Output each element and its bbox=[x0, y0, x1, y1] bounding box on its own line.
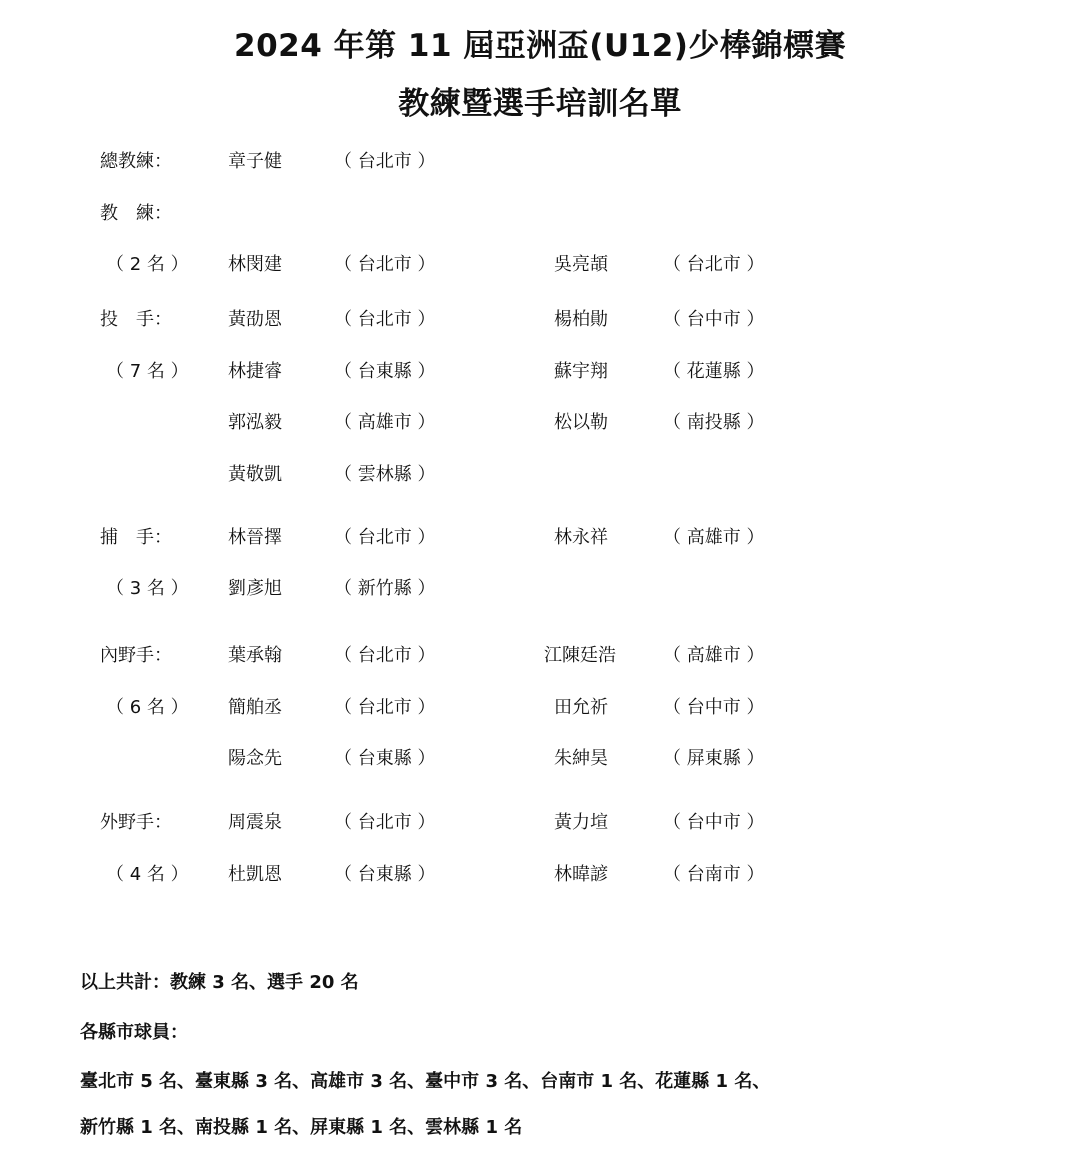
roster-name: 杜凱恩 bbox=[228, 864, 282, 885]
roster-name: 松以勒 bbox=[554, 412, 608, 433]
roster-name: 蘇宇翔 bbox=[554, 361, 608, 382]
roster-place: （ 新竹縣 ） bbox=[334, 578, 436, 599]
head-coach-name: 章子健 bbox=[228, 151, 282, 172]
roster-name: 林永祥 bbox=[554, 527, 608, 548]
outfielders-count: （ 4 名 ） bbox=[106, 864, 189, 885]
pitchers-count: （ 7 名 ） bbox=[106, 361, 189, 382]
roster-name: 林晉擇 bbox=[228, 527, 282, 548]
infielders-count: （ 6 名 ） bbox=[106, 697, 189, 718]
roster-place: （ 台北市 ） bbox=[663, 254, 765, 275]
roster-place: （ 高雄市 ） bbox=[663, 645, 765, 666]
roster-name: 簡舶丞 bbox=[228, 697, 282, 718]
roster-place: （ 台北市 ） bbox=[334, 812, 436, 833]
page-title-line1: 2024 年第 11 屆亞洲盃(U12)少棒錦標賽 bbox=[234, 28, 846, 64]
roster-place: （ 台東縣 ） bbox=[334, 864, 436, 885]
outfielders-label: 外野手： bbox=[100, 812, 172, 833]
roster-name: 周震泉 bbox=[228, 812, 282, 833]
roster-place: （ 台北市 ） bbox=[334, 645, 436, 666]
catchers-label: 捕 手： bbox=[100, 527, 172, 548]
roster-place: （ 台南市 ） bbox=[663, 864, 765, 885]
roster-name: 朱紳昊 bbox=[554, 748, 608, 769]
roster-place: （ 台北市 ） bbox=[334, 697, 436, 718]
page-title-line2: 教練暨選手培訓名單 bbox=[398, 86, 682, 122]
roster-place: （ 花蓮縣 ） bbox=[663, 361, 765, 382]
roster-name: 郭泓毅 bbox=[228, 412, 282, 433]
infielders-label: 內野手： bbox=[100, 645, 172, 666]
roster-place: （ 高雄市 ） bbox=[663, 527, 765, 548]
roster-place: （ 台東縣 ） bbox=[334, 361, 436, 382]
roster-place: （ 台東縣 ） bbox=[334, 748, 436, 769]
roster-name: 林捷睿 bbox=[228, 361, 282, 382]
catchers-count: （ 3 名 ） bbox=[106, 578, 189, 599]
roster-place: （ 台北市 ） bbox=[334, 254, 436, 275]
roster-place: （ 台北市 ） bbox=[334, 527, 436, 548]
roster-place: （ 台北市 ） bbox=[334, 309, 436, 330]
roster-place: （ 台中市 ） bbox=[663, 697, 765, 718]
pitchers-label: 投 手： bbox=[100, 309, 172, 330]
roster-name: 葉承翰 bbox=[228, 645, 282, 666]
roster-name: 黃力塇 bbox=[554, 812, 608, 833]
roster-place: （ 南投縣 ） bbox=[663, 412, 765, 433]
roster-place: （ 台中市 ） bbox=[663, 812, 765, 833]
roster-name: 林閔建 bbox=[228, 254, 282, 275]
roster-name: 黃劭恩 bbox=[228, 309, 282, 330]
roster-place: （ 台中市 ） bbox=[663, 309, 765, 330]
county-breakdown-line1: 臺北市 5 名、臺東縣 3 名、高雄市 3 名、臺中市 3 名、台南市 1 名、花蓮縣 1 名、 bbox=[80, 1071, 771, 1092]
coaches-label: 教 練： bbox=[100, 203, 172, 224]
roster-name: 江陳廷浩 bbox=[544, 645, 616, 666]
roster-place: （ 高雄市 ） bbox=[334, 412, 436, 433]
roster-name: 吳亮頡 bbox=[554, 254, 608, 275]
roster-name: 田允祈 bbox=[554, 697, 608, 718]
head-coach-place: （ 台北市 ） bbox=[334, 151, 436, 172]
coaches-count: （ 2 名 ） bbox=[106, 254, 189, 275]
roster-place: （ 屏東縣 ） bbox=[663, 748, 765, 769]
roster-name: 黃敬凱 bbox=[228, 464, 282, 485]
head-coach-label: 總教練： bbox=[100, 151, 172, 172]
roster-place: （ 雲林縣 ） bbox=[334, 464, 436, 485]
roster-name: 陽念先 bbox=[228, 748, 282, 769]
roster-name: 楊柏勛 bbox=[554, 309, 608, 330]
roster-name: 劉彥旭 bbox=[228, 578, 282, 599]
players-by-county-label: 各縣市球員： bbox=[80, 1022, 188, 1043]
total-summary: 以上共計：教練 3 名、選手 20 名 bbox=[80, 972, 359, 993]
county-breakdown-line2: 新竹縣 1 名、南投縣 1 名、屏東縣 1 名、雲林縣 1 名 bbox=[80, 1117, 523, 1138]
roster-name: 林暐諺 bbox=[554, 864, 608, 885]
